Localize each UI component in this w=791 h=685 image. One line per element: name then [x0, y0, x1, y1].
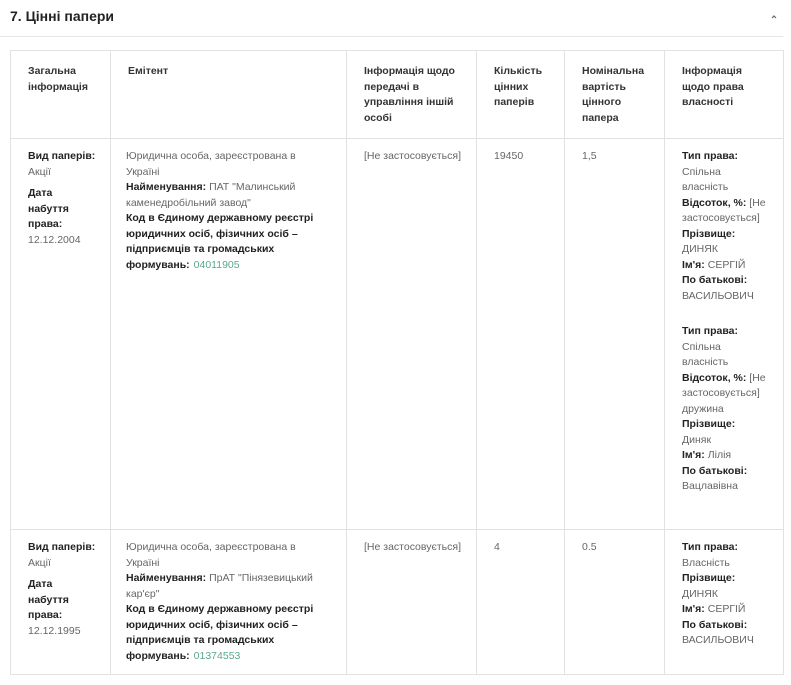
- issuer-name-label: Найменування:: [126, 572, 207, 584]
- right-type-value: Власність: [682, 556, 730, 569]
- transfer-cell: [Не застосовується]: [347, 139, 477, 530]
- paper-type-label: Вид паперів:: [28, 541, 96, 553]
- issuer-name-label: Найменування:: [126, 181, 207, 193]
- section-header: [0, 0, 783, 37]
- first-name-label: Ім'я:: [682, 258, 705, 271]
- owner-block: [682, 324, 769, 495]
- chevron-up-icon[interactable]: [769, 12, 779, 22]
- right-type-value: Спільна власність: [682, 340, 729, 368]
- percent-value: [Не застосовується]: [682, 196, 766, 224]
- issuer-cell: [111, 139, 347, 530]
- patronymic-label: По батькові:: [682, 274, 748, 286]
- first-name-value: СЕРГІЙ: [707, 603, 746, 615]
- quantity-cell: 4: [477, 530, 565, 675]
- section-title: 7. Цінні папери: [10, 8, 115, 24]
- surname-value: Диняк: [682, 433, 712, 446]
- first-name-label: Ім'я:: [682, 449, 705, 461]
- relation-value: дружина: [682, 402, 724, 415]
- transfer-cell: [Не застосовується]: [347, 530, 477, 675]
- securities-table: [10, 50, 784, 675]
- issuer-code-link[interactable]: 04011905: [193, 258, 240, 271]
- surname-label: Прізвище:: [682, 572, 736, 584]
- paper-type-label: Вид паперів:: [28, 150, 96, 162]
- surname-value: ДИНЯК: [682, 587, 718, 600]
- first-name-label: Ім'я:: [682, 603, 705, 615]
- first-name-value: Лілія: [707, 449, 732, 461]
- issuer-name-value: ПАТ "Малинський каменедробільний завод": [126, 181, 296, 209]
- right-type-value: Спільна власність: [682, 165, 729, 193]
- paper-type-value: Акції: [28, 165, 51, 178]
- right-type-label: Тип права:: [682, 150, 738, 162]
- issuer-name-value: ПрАТ "Пінязевицький кар'єр": [126, 572, 313, 600]
- surname-label: Прізвище:: [682, 227, 736, 240]
- owner-block: [682, 149, 769, 304]
- table-header-row: [11, 51, 784, 139]
- patronymic-value: ВАСИЛЬОВИЧ: [682, 289, 754, 302]
- patronymic-value: Вацлавівна: [682, 480, 738, 492]
- column-header: Загальна інформація: [11, 51, 111, 139]
- issuer-description: Юридична особа, зареєстрована в Україні: [126, 541, 296, 569]
- table-row: [11, 139, 784, 530]
- date-value: 12.12.1995: [28, 624, 81, 637]
- issuer-code-label: Код в Єдиному державному реєстрі юридичних осіб, фізичних осіб – підприємців та громадських формувань:: [126, 212, 314, 271]
- table-row: [11, 530, 784, 675]
- issuer-description: Юридична особа, зареєстрована в Україні: [126, 150, 296, 178]
- issuer-code-label: Код в Єдиному державному реєстрі юридичних осіб, фізичних осіб – підприємців та громадських формувань:: [126, 603, 314, 662]
- ownership-cell: [665, 139, 784, 530]
- surname-label: Прізвище:: [682, 418, 736, 430]
- nominal-cell: 0.5: [565, 530, 665, 675]
- surname-value: ДИНЯК: [682, 243, 718, 255]
- date-value: 12.12.2004: [28, 233, 81, 246]
- percent-label: Відсоток, %:: [682, 371, 747, 384]
- percent-label: Відсоток, %:: [682, 196, 747, 209]
- column-header: Інформація щодо права власності: [665, 51, 784, 139]
- quantity-cell: 19450: [477, 139, 565, 530]
- patronymic-label: По батькові:: [682, 464, 748, 477]
- patronymic-label: По батькові:: [682, 618, 748, 631]
- right-type-label: Тип права:: [682, 325, 738, 337]
- paper-type-value: Акції: [28, 556, 51, 569]
- column-header: Кількість цінних паперів: [477, 51, 565, 139]
- owner-block: [682, 540, 769, 649]
- column-header: Емітент: [111, 51, 347, 139]
- issuer-cell: [111, 530, 347, 675]
- general-info-cell: [11, 530, 111, 675]
- date-label: Дата набуття права:: [28, 578, 69, 621]
- date-label: Дата набуття права:: [28, 187, 69, 230]
- nominal-cell: 1,5: [565, 139, 665, 530]
- right-type-label: Тип права:: [682, 541, 738, 553]
- general-info-cell: [11, 139, 111, 530]
- column-header: Інформація щодо передачі в управління іншій особі: [347, 51, 477, 139]
- percent-value: [Не застосовується]: [682, 371, 766, 399]
- patronymic-value: ВАСИЛЬОВИЧ: [682, 634, 754, 646]
- issuer-code-link[interactable]: 01374553: [193, 649, 241, 662]
- column-header: Номінальна вартість цінного папера: [565, 51, 665, 139]
- first-name-value: СЕРГІЙ: [707, 258, 746, 271]
- ownership-cell: [665, 530, 784, 675]
